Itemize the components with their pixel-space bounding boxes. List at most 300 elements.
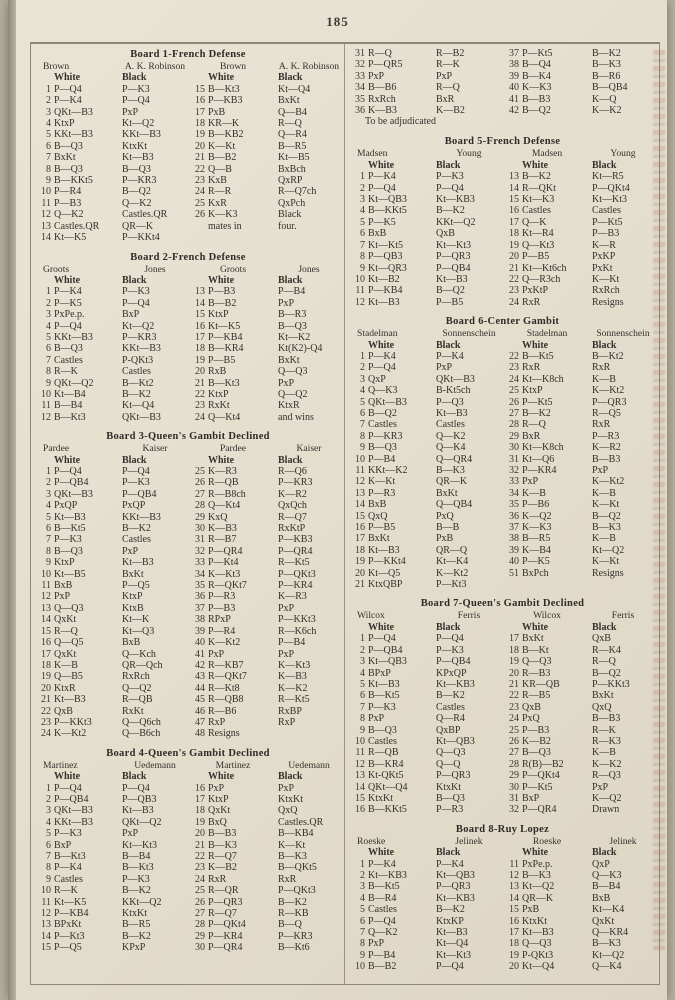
white-move: BxP	[54, 839, 72, 851]
move-number: 5	[46, 828, 51, 840]
white-move: QKt—Q4	[368, 781, 408, 793]
white-move: P—Q4	[54, 782, 82, 794]
move-number: 27	[509, 747, 519, 759]
spacer	[188, 455, 208, 466]
move-row	[37, 221, 339, 232]
black-move: K—Kt	[592, 556, 620, 568]
black-move: K—R	[592, 239, 616, 251]
white-move: PxPe.p.	[522, 858, 553, 870]
white-move: P—QR4	[208, 545, 243, 557]
spacer	[37, 455, 54, 466]
move-row	[351, 927, 654, 938]
white-move: P—QB4	[54, 793, 89, 805]
white-move: Kt—K3	[522, 194, 555, 206]
move-number: 22	[41, 705, 51, 717]
player-name: Ferris	[611, 610, 635, 622]
black-move: R—Kt5	[278, 557, 310, 569]
white-move: P—QKt4	[522, 770, 560, 782]
spacer	[37, 72, 54, 83]
move-number: 13	[195, 286, 205, 298]
white-move: B—KKt5	[368, 804, 407, 816]
move-row	[351, 274, 654, 285]
white-move: Q—Q5	[54, 637, 84, 649]
move-number: 35	[195, 580, 205, 592]
move-number: 15	[41, 942, 51, 954]
black-move: B—K3	[592, 938, 621, 950]
move-number: 22	[195, 163, 205, 175]
page-gutter-shadow	[8, 0, 16, 1000]
move-number: 1	[360, 858, 365, 870]
move-number: 8	[360, 713, 365, 725]
white-move: P—KKt4	[368, 556, 406, 568]
color-roles-row	[351, 622, 654, 633]
black-move: P—KKt3	[278, 614, 316, 626]
white-move: P—R3	[208, 591, 236, 603]
black-move: Q—B6ch	[122, 728, 161, 740]
black-move: Q—R4	[278, 129, 307, 141]
move-number: 3	[360, 881, 365, 893]
black-move: Q—Q6ch	[122, 716, 161, 728]
white-move: Kt—QB3	[368, 656, 407, 668]
move-number: 5	[360, 216, 365, 228]
black-move: B—B3	[592, 453, 621, 465]
black-move: KtxKt	[122, 140, 147, 152]
move-number: 37	[509, 522, 519, 534]
white-move: R—QB	[368, 747, 399, 759]
black-move: QxQ	[592, 701, 612, 713]
black-move: B—KB4	[278, 828, 314, 840]
white-move: P—QB3	[368, 251, 403, 263]
color-roles-row	[37, 455, 339, 466]
move-number: 19	[355, 556, 365, 568]
player-name: Roeske	[532, 835, 562, 847]
white-move: RPxP	[208, 614, 231, 626]
white-move: B—B2	[368, 961, 397, 973]
black-move: B—R5	[278, 140, 307, 152]
move-number: 25	[195, 197, 205, 209]
move-number: 20	[41, 682, 51, 694]
right-column	[345, 44, 659, 984]
black-move: RxR	[592, 419, 611, 431]
white-move: P—B3	[208, 602, 236, 614]
move-number: 29	[509, 430, 519, 442]
black-move: R—Q6	[278, 466, 307, 477]
white-move: Castles	[368, 735, 397, 747]
move-row	[351, 870, 654, 881]
role-black: Black	[278, 454, 303, 466]
white-move: QKt—Q2	[54, 377, 94, 389]
white-move: P—QR3	[208, 896, 243, 908]
role-white: White	[208, 454, 235, 466]
black-move: P—K3	[122, 286, 150, 298]
move-number: 22	[509, 350, 519, 362]
move-number: 24	[509, 296, 519, 308]
black-move: KKt—Q2	[122, 896, 162, 908]
move-row	[351, 217, 654, 228]
board-section-board2	[37, 251, 339, 424]
black-move: Q—KR4	[592, 927, 629, 939]
white-move: RxKt	[208, 400, 230, 412]
black-move: P—K4	[436, 858, 464, 870]
player-name: Brown	[219, 61, 247, 72]
move-number: 10	[41, 388, 51, 400]
white-move: Kt—B5	[54, 568, 86, 580]
white-move: R—Q7	[208, 908, 237, 920]
black-move: P—QKt3	[278, 568, 316, 580]
spacer	[351, 340, 368, 351]
player-name: Groots	[219, 263, 247, 275]
white-move: BxKt	[54, 152, 76, 164]
white-move: R—QB8	[208, 694, 244, 706]
black-move: KtxB	[122, 602, 144, 614]
move-row	[37, 649, 339, 660]
white-move: R—QKt	[522, 182, 556, 194]
black-move: PxP	[278, 377, 295, 389]
black-move: P—Q4	[122, 297, 150, 309]
move-number: 12	[355, 296, 365, 308]
move-number: 32	[195, 545, 205, 557]
move-row	[37, 706, 339, 717]
player-name: Pardee	[219, 443, 247, 455]
move-row	[37, 512, 339, 523]
role-black: Black	[122, 771, 147, 783]
black-move: B—Q3	[278, 320, 307, 332]
move-number	[188, 221, 208, 232]
white-move: KKt—B3	[54, 331, 93, 343]
white-move: Castles	[54, 873, 83, 885]
black-move: P—QB4	[436, 656, 471, 668]
move-row	[37, 141, 339, 152]
white-move: Kt—R4	[522, 228, 554, 240]
white-move: BxB	[54, 580, 73, 592]
move-number: 19	[195, 816, 205, 828]
role-white: White	[368, 621, 395, 633]
white-move: BxPch	[522, 567, 549, 579]
move-number: 23	[195, 862, 205, 874]
white-move: PxKtP	[522, 285, 549, 297]
white-move: P—QR4	[208, 942, 243, 954]
move-number: 18	[195, 805, 205, 817]
black-move: RxRch	[122, 671, 150, 683]
white-move: Kt—B3	[368, 678, 400, 690]
board-title: Board 5-French Defense	[444, 136, 561, 148]
player-name: Madsen	[357, 148, 388, 160]
white-move: Kt—K8ch	[522, 373, 564, 385]
black-move: R—Q7ch	[278, 186, 317, 198]
move-row	[37, 186, 339, 197]
white-move: R—R	[208, 186, 232, 198]
black-move	[592, 579, 654, 590]
player-name: A. K. Robinson	[124, 61, 186, 72]
black-move: BxR	[436, 93, 455, 105]
black-move: R—K4	[592, 644, 621, 656]
move-number: 31	[509, 453, 519, 465]
black-move: Q—Kch	[122, 648, 156, 660]
black-move: KtxKP	[436, 915, 464, 927]
white-move: Kt—K5	[54, 896, 87, 908]
black-move: RxKt	[122, 705, 144, 717]
move-number: 14	[41, 232, 51, 244]
board-title: Board 3-Queen's Gambit Declined	[106, 431, 270, 443]
white-move: RxB	[208, 366, 227, 378]
black-move: K—Kt	[592, 499, 620, 511]
move-number: 26	[195, 477, 205, 489]
black-move: four.	[278, 220, 297, 232]
move-number: 17	[355, 533, 365, 545]
move-number: 44	[195, 682, 205, 694]
white-move: R—B7	[208, 534, 237, 546]
player-name: Groots	[43, 263, 70, 275]
move-row	[37, 637, 339, 648]
white-move: K—B2	[522, 735, 551, 747]
move-row	[351, 881, 654, 892]
black-move: QR—K	[122, 220, 154, 232]
move-row	[351, 240, 654, 251]
move-number: 31	[509, 792, 519, 804]
white-move: QxQ	[368, 510, 388, 522]
white-move: R—QB	[208, 477, 239, 489]
move-row	[37, 389, 339, 400]
move-number: 12	[41, 411, 51, 423]
black-move: Kt—Q2	[122, 118, 155, 130]
move-number: 47	[195, 716, 205, 728]
move-number: 18	[41, 659, 51, 671]
white-move: KxR	[208, 197, 227, 209]
move-row	[37, 931, 339, 942]
move-row	[37, 569, 339, 580]
black-move: Kt—KB3	[436, 892, 475, 904]
move-number: 29	[195, 930, 205, 942]
black-move: Kt—QB3	[436, 735, 475, 747]
move-number: 22	[195, 851, 205, 862]
white-move: PxQP	[54, 500, 78, 512]
black-move: Kt—B3	[436, 407, 468, 419]
move-number: 7	[46, 354, 51, 366]
black-move: Kt—KB3	[436, 678, 475, 690]
move-number: 2	[46, 793, 51, 805]
move-number: 30	[195, 523, 205, 535]
player-name: Wilcox	[533, 610, 561, 622]
move-row	[37, 500, 339, 511]
move-row	[37, 95, 339, 106]
move-number: 16	[355, 804, 365, 816]
move-number: 1	[360, 350, 365, 362]
role-black: Black	[436, 847, 461, 859]
move-row	[351, 105, 654, 116]
move-number	[502, 579, 522, 590]
role-white: White	[368, 159, 395, 171]
white-move: B—K2	[522, 171, 551, 183]
move-row	[37, 694, 339, 705]
move-number: 10	[355, 453, 365, 465]
move-row	[351, 736, 654, 747]
move-number: 16	[509, 915, 519, 927]
black-move: PxP	[436, 70, 453, 82]
black-move: K—Q	[592, 93, 617, 105]
move-number: 20	[509, 667, 519, 679]
black-move: P—K3	[122, 83, 150, 95]
color-roles-row	[351, 160, 654, 171]
move-number: 13	[41, 919, 51, 931]
move-number: 15	[195, 309, 205, 321]
white-move: B—K2	[522, 407, 551, 419]
move-row	[37, 332, 339, 343]
white-move: P—K5	[54, 297, 82, 309]
move-row	[351, 351, 654, 362]
move-number: 32	[509, 804, 519, 816]
black-move: Q—K4	[436, 442, 466, 454]
move-number: 12	[509, 870, 519, 881]
move-number: 12	[355, 758, 365, 770]
role-white: White	[54, 454, 81, 466]
black-move: P—KR3	[122, 175, 157, 187]
move-number: 26	[509, 735, 519, 747]
black-move: B-Kt5ch	[436, 385, 471, 397]
white-move: P—K3	[368, 701, 396, 713]
move-number: 9	[360, 724, 365, 736]
white-move: P—B4	[368, 949, 396, 961]
black-move: QxB	[436, 228, 455, 240]
black-move: B—B	[436, 522, 460, 534]
white-move: R—QR	[208, 885, 239, 897]
black-move: B—Q3	[122, 163, 151, 175]
move-number: 2	[360, 182, 365, 194]
white-move: KxB	[208, 175, 227, 187]
black-move: Kt—K4	[436, 556, 469, 568]
move-number: 4	[360, 667, 365, 679]
player-name: Jones	[298, 263, 320, 275]
white-move: B—K3	[522, 870, 551, 881]
move-number: 14	[355, 499, 365, 511]
move-number: 20	[355, 567, 365, 579]
white-move: P—QKt4	[208, 919, 246, 931]
black-move: R—K3	[592, 735, 621, 747]
white-move: Kt—K5	[208, 320, 241, 332]
move-number: 35	[355, 93, 365, 105]
move-number: 21	[41, 694, 51, 706]
white-move	[208, 232, 278, 243]
black-move: P—Q4	[122, 466, 150, 477]
move-number: 1	[360, 171, 365, 183]
move-row	[351, 533, 654, 544]
white-move: B—Q3	[54, 163, 83, 175]
black-move: BxB	[122, 637, 141, 649]
move-number: 8	[46, 366, 51, 378]
black-move: K—B2	[436, 105, 465, 117]
move-row	[351, 782, 654, 793]
move-row	[351, 183, 654, 194]
white-move: R—B5	[522, 690, 551, 702]
white-move: B—Q3	[522, 747, 551, 759]
move-row	[37, 557, 339, 568]
move-row	[351, 397, 654, 408]
black-move: Resigns	[592, 567, 624, 579]
move-number: 8	[46, 862, 51, 874]
white-move: KKt—B3	[54, 129, 93, 141]
black-move: PxKt	[592, 262, 613, 274]
move-number: 5	[46, 331, 51, 343]
move-number: 9	[360, 262, 365, 274]
move-number: 42	[195, 659, 205, 671]
black-move: B—B4	[592, 881, 621, 893]
black-move: B—Kt2	[122, 377, 154, 389]
white-move: Kt—Q2	[522, 881, 555, 893]
move-row	[37, 783, 339, 794]
black-move: R—Q	[592, 656, 616, 668]
move-number: 13	[41, 602, 51, 614]
move-number: 17	[195, 331, 205, 343]
black-move: QxKt	[592, 915, 615, 927]
role-black: Black	[278, 274, 303, 286]
white-move: P—KB4	[54, 908, 89, 920]
move-number: 29	[195, 511, 205, 523]
white-move: P—K4	[54, 286, 82, 298]
move-number: 26	[195, 896, 205, 908]
player-name: Martinez	[215, 759, 251, 771]
move-number: 15	[195, 83, 205, 95]
move-number: 3	[46, 488, 51, 500]
white-move: R—Q7	[208, 851, 237, 862]
move-number: 4	[46, 118, 51, 130]
scan-bleed-artifact	[653, 50, 665, 950]
move-number: 14	[355, 781, 365, 793]
white-move: KtxP	[208, 388, 229, 400]
white-move: Resigns	[208, 728, 240, 740]
white-move: B—Kt	[522, 644, 549, 656]
black-move: Castles	[122, 534, 151, 546]
player-name: Young	[456, 148, 482, 160]
black-move: B—K2	[122, 523, 151, 535]
white-move: Q—K2	[368, 927, 398, 939]
black-move: KKt—B3	[122, 129, 161, 141]
move-row	[37, 286, 339, 297]
move-number: 32	[355, 59, 365, 71]
black-move: Kt—B3	[122, 152, 154, 164]
black-move: Kt—Kt3	[436, 949, 471, 961]
move-row	[351, 668, 654, 679]
move-row	[351, 82, 654, 93]
move-row	[37, 874, 339, 885]
white-move: R—K	[54, 366, 78, 378]
player-name: Uedemann	[288, 759, 330, 771]
move-row	[37, 942, 339, 953]
move-row	[37, 794, 339, 805]
spacer	[188, 72, 208, 83]
black-move: Q—K4	[592, 961, 622, 973]
black-move: Kt—K2	[278, 331, 311, 343]
move-number: 23	[509, 701, 519, 713]
move-row	[351, 950, 654, 961]
white-move: R—Q	[522, 419, 546, 431]
white-move: B—Q2	[522, 105, 551, 117]
move-number: 30	[509, 781, 519, 793]
move-number: 14	[195, 297, 205, 309]
move-row	[351, 556, 654, 567]
move-number: 6	[46, 523, 51, 535]
black-move: P—K3	[122, 477, 150, 489]
black-move: Q—Q3	[436, 747, 466, 759]
move-number: 10	[355, 961, 365, 973]
move-row	[351, 725, 654, 736]
move-row	[37, 523, 339, 534]
move-row	[37, 175, 339, 186]
move-number: 33	[509, 476, 519, 488]
white-move: Kt—B3	[54, 511, 86, 523]
black-move: P—R3	[592, 430, 620, 442]
white-move: B—Kt3	[54, 851, 86, 862]
black-move: Q—K2	[436, 430, 466, 442]
move-number: 37	[195, 602, 205, 614]
